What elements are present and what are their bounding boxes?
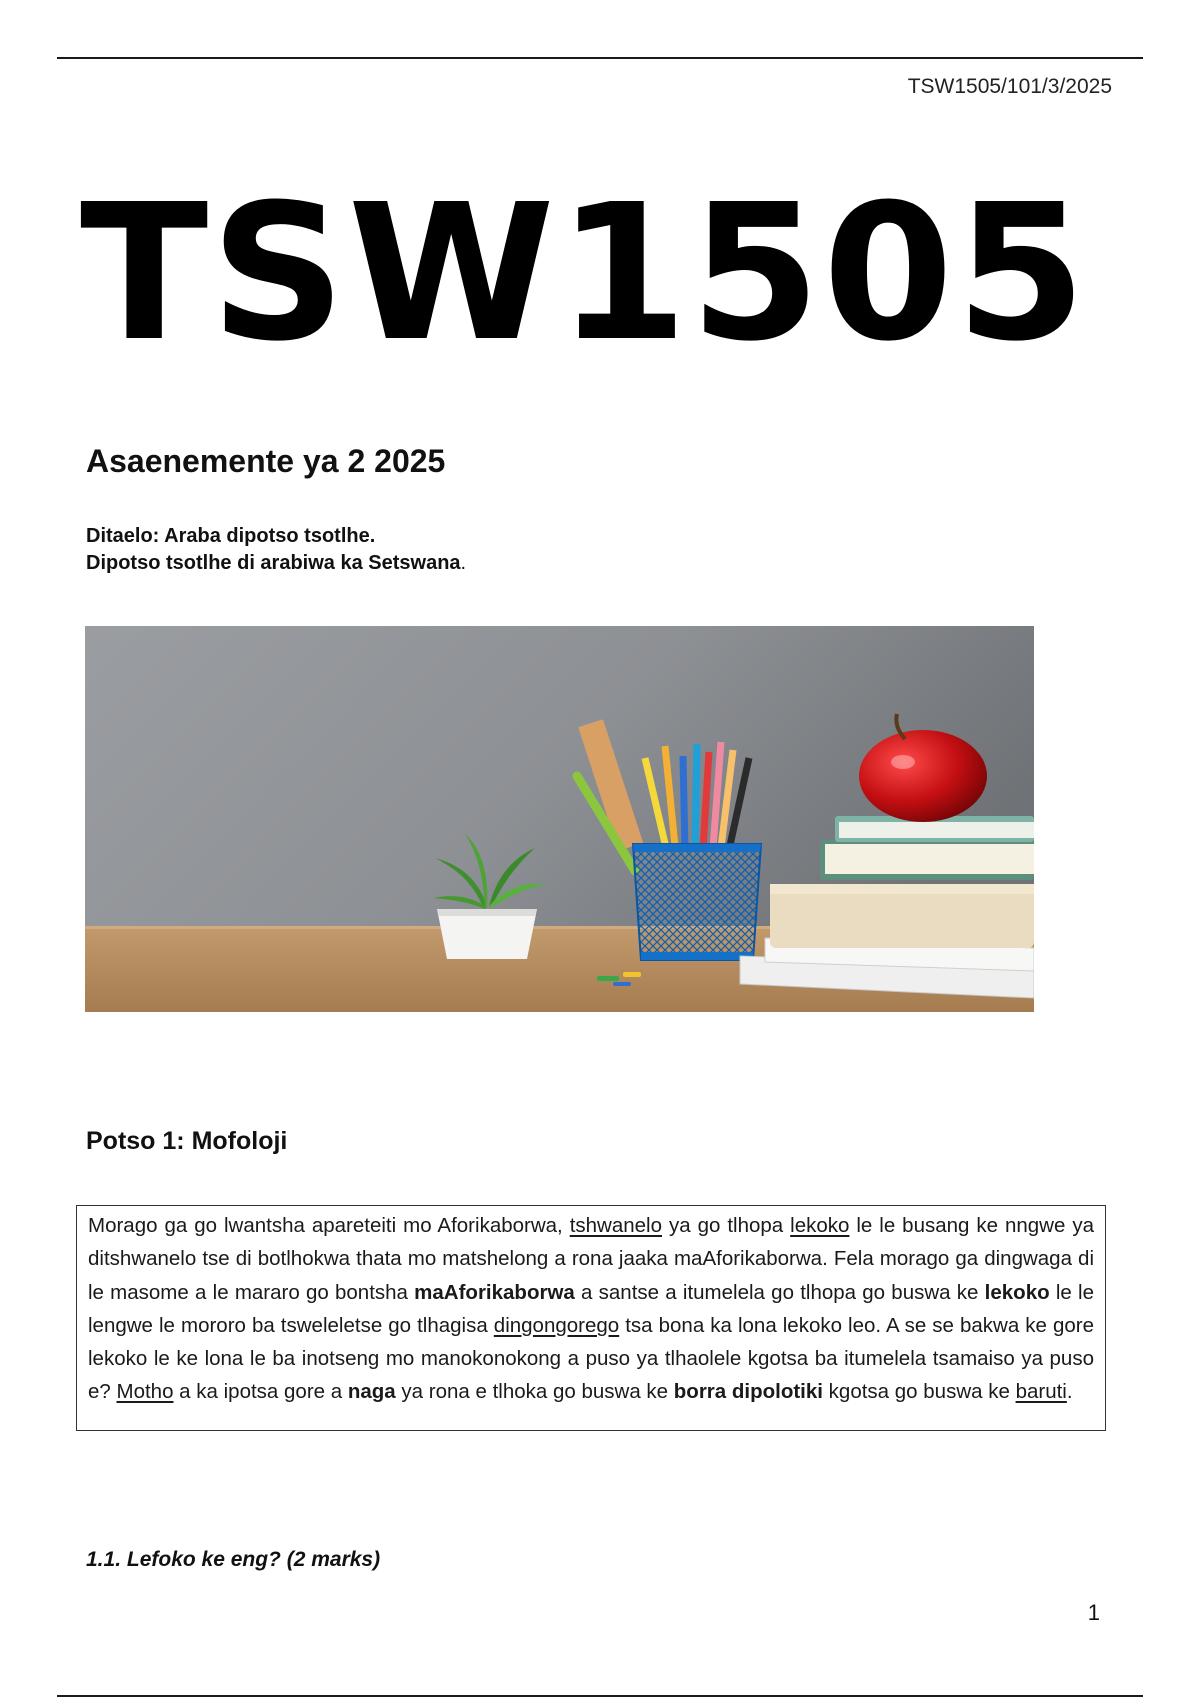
reading-passage <box>76 1205 1106 1431</box>
instruction-line-2-end: . <box>460 552 467 574</box>
passage-segment: le le lengwe le mororo ba tsweleletse go tlhagisa <box>88 1280 1094 1337</box>
instructions <box>86 523 466 577</box>
instruction-line-1: Ditaelo: Araba dipotso tsotlhe. <box>86 525 376 547</box>
passage-segment: a ka ipotsa gore a <box>173 1380 348 1404</box>
passage-segment: Morago ga go lwantsha apareteiti mo Aforikaborwa, <box>88 1214 570 1237</box>
passage-segment: ya go tlhopa <box>662 1214 791 1237</box>
passage-segment: maAforikaborwa <box>414 1280 575 1304</box>
passage-segment: lekoko <box>984 1280 1050 1304</box>
passage-segment: a santse a itumelela go tlhopa go buswa ke <box>574 1280 985 1304</box>
passage-segment: tshwanelo <box>569 1214 663 1237</box>
instruction-line-2-text: Dipotso tsotlhe di arabiwa ka Setswana <box>86 552 461 574</box>
passage-segment: tsa bona ka lona lekoko leo. A se se bakwa ke gore lekoko le ke lona le ba inotseng mo manokonokong a puso ya tlhaolele kgotsa ba itumelela tsamaiso ya puso e? <box>88 1313 1094 1404</box>
passage-segment: borra dipolotiki <box>673 1380 823 1404</box>
page-number: 1 <box>1087 1600 1100 1625</box>
passage-segment: le le busang ke nngwe ya ditshwanelo tse di botlhokwa thata mo matshelong a rona jaaka maAforikaborwa. Fela morago ga dingwaga di le masome a le mararo go bontsha <box>88 1214 1094 1304</box>
desk-illustration <box>85 626 1034 1012</box>
passage-segment: naga <box>347 1380 396 1404</box>
bottom-rule <box>57 1695 1143 1697</box>
classroom-desk-photo <box>85 626 1034 1012</box>
module-title: TSW1505 <box>80 164 1089 383</box>
passage-segment: . <box>1066 1380 1073 1404</box>
section-heading: Potso 1: Mofoloji <box>86 1127 288 1155</box>
passage-segment: dingongorego <box>493 1313 620 1337</box>
passage-segment: Motho <box>116 1380 174 1404</box>
top-rule <box>57 57 1143 59</box>
passage-segment: kgotsa go buswa ke <box>822 1380 1016 1404</box>
instruction-line-2 <box>86 550 466 577</box>
assignment-subtitle: Asaenemente ya 2 2025 <box>86 443 446 479</box>
passage-segment: ya rona e tlhoka go buswa ke <box>395 1380 674 1404</box>
passage-segment: lekoko <box>790 1214 850 1237</box>
question-1-1: 1.1. Lefoko ke eng? (2 marks) <box>86 1548 381 1571</box>
document-code: TSW1505/101/3/2025 <box>907 75 1112 98</box>
passage-segment: baruti <box>1015 1380 1067 1404</box>
